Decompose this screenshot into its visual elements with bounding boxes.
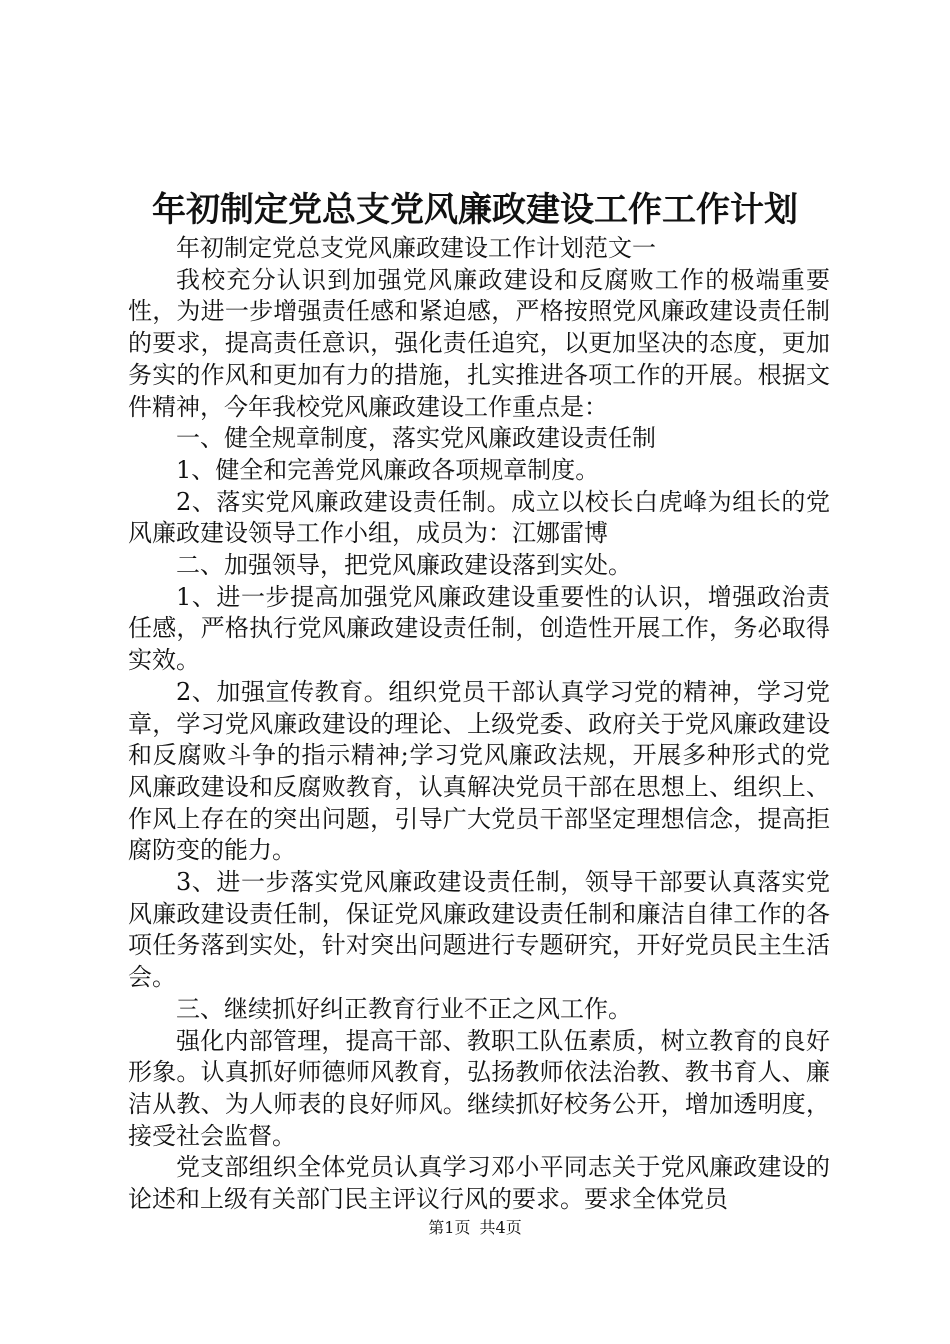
paragraph: 2、加强宣传教育。组织党员干部认真学习党的精神，学习党章，学习党风廉政建设的理论、上级党委、政府关于党风廉政建设和反腐败斗争的指示精神;学习党风廉政法规，开展多种形式的党风廉政建设和反腐败教育，认真解决党员干部在思想上、组织上、作风上存在的突出问题，引导广大党员干部坚定理想信念，提高拒腐防变的能力。 xyxy=(128,677,830,865)
paragraph: 1、健全和完善党风廉政各项规章制度。 xyxy=(176,455,600,484)
paragraph: 2、落实党风廉政建设责任制。成立以校长白虎峰为组长的党风廉政建设领导工作小组，成员为：江娜雷博 xyxy=(128,487,830,548)
section-heading: 一、健全规章制度，落实党风廉政建设责任制 xyxy=(176,424,656,453)
paragraph: 党支部组织全体党员认真学习邓小平同志关于党风廉政建设的论述和上级有关部门民主评议行风的要求。要求全体党员 xyxy=(128,1153,830,1214)
paragraph: 强化内部管理，提高干部、教职工队伍素质，树立教育的良好形象。认真抓好师德师风教育，弘扬教师依法治教、教书育人、廉洁从教、为人师表的良好师风。继续抓好校务公开，增加透明度，接受社会监督。 xyxy=(128,1026,830,1150)
section-heading: 二、加强领导，把党风廉政建设落到实处。 xyxy=(176,551,632,580)
section-heading: 三、继续抓好纠正教育行业不正之风工作。 xyxy=(176,994,632,1023)
paragraph: 3、进一步落实党风廉政建设责任制，领导干部要认真落实党风廉政建设责任制，保证党风廉政建设责任制和廉洁自律工作的各项任务落到实处，针对突出问题进行专题研究，开好党员民主生活会。 xyxy=(128,868,830,992)
paragraph: 1、进一步提高加强党风廉政建设重要性的认识，增强政治责任感，严格执行党风廉政建设责任制，创造性开展工作，务必取得实效。 xyxy=(128,582,830,675)
document-title: 年初制定党总支党风廉政建设工作工作计划 xyxy=(152,190,798,230)
page-number: 第1页 xyxy=(428,1218,471,1237)
paragraph: 我校充分认识到加强党风廉政建设和反腐败工作的极端重要性，为进一步增强责任感和紧迫感，严格按照党风廉政建设责任制的要求，提高责任意识，强化责任追究，以更加坚决的态度，更加务实的作风和更加有力的措施，扎实推进各项工作的开展。根据文件精神，今年我校党风廉政建设工作重点是： xyxy=(128,265,830,421)
page-footer xyxy=(0,1217,950,1239)
page-total: 共4页 xyxy=(479,1218,522,1237)
paragraph-subtitle: 年初制定党总支党风廉政建设工作计划范文一 xyxy=(176,234,656,262)
document-body xyxy=(128,233,830,1216)
